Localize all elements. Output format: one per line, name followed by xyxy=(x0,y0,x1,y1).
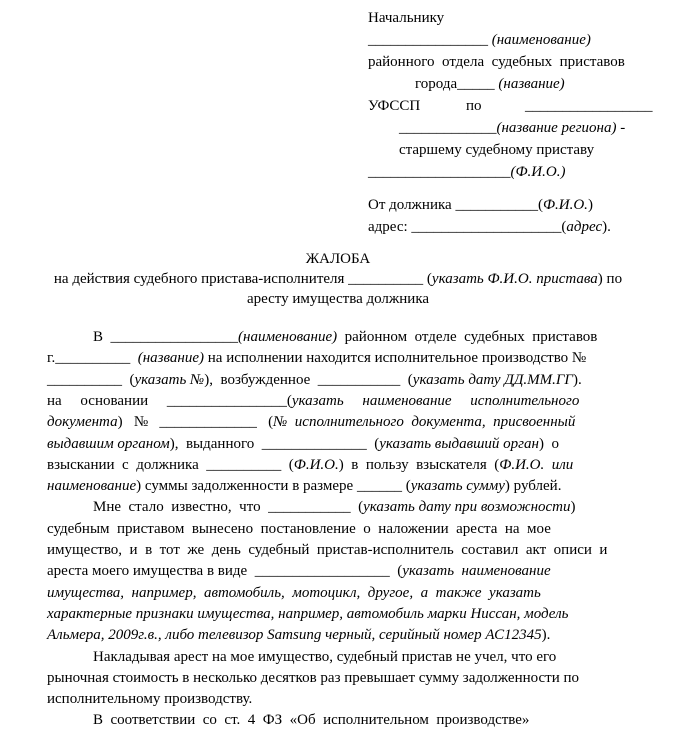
p1-line-7: взыскании с должника __________ (Ф.И.О.) в пользу взыскателя (Ф.И.О. или xyxy=(47,456,574,473)
p2-line-3: имущество, и в тот же день судебный пристав-исполнитель составил акт описи и xyxy=(47,542,608,558)
document-subtitle-2: аресту имущества должника xyxy=(246,291,430,307)
p3-line-1: Накладывая арест на мое имущество, судебный пристав не учел, что его xyxy=(93,648,557,665)
p2-line-6: характерные признаки имущества, например, автомобиль марки Ниссан, модель xyxy=(47,605,569,622)
p2-line-2: судебным приставом вынесено постановление о наложении ареста на мое xyxy=(47,520,551,537)
sender-line-2: адрес: ____________________(адрес). xyxy=(368,219,611,235)
p2-line-1: Мне стало известно, что ___________ (указать дату при возможности) xyxy=(93,499,576,516)
addressee-line-4: города_____ (название) xyxy=(415,76,565,92)
p1-line-8: наименование) суммы задолженности в размере ______ (указать сумму) рублей. xyxy=(47,478,562,495)
addressee-line-3: районного отдела судебных приставов xyxy=(368,54,625,70)
addressee-line-5: УФССП xyxy=(368,98,421,114)
p2-line-5: имущества, например, автомобиль, мотоцикл, другое, а также указать xyxy=(47,584,541,601)
addressee-line-8: ___________________(Ф.И.О.) xyxy=(368,164,566,180)
p1-line-4: на основании ________________(указать наименование исполнительного xyxy=(47,392,580,409)
p3-line-2: рыночная стоимость в несколько десятков раз превышает сумму задолженности по xyxy=(47,669,580,686)
document-subtitle-1: на действия судебного пристава-исполнителя __________ (указать Ф.И.О. пристава) по xyxy=(53,271,623,287)
p2-line-4: ареста моего имущества в виде __________________ (указать наименование xyxy=(47,563,551,580)
sender-line-1: От должника ___________(Ф.И.О.) xyxy=(368,197,593,213)
addressee-line-5-po: по xyxy=(466,98,482,114)
addressee-line-6: _____________(название региона) - xyxy=(399,120,626,136)
p4-line-1: В соответствии со ст. 4 ФЗ «Об исполнительном производстве» xyxy=(93,712,530,729)
p3-line-3: исполнительному производству. xyxy=(47,691,253,708)
p1-line-1: В _________________(наименование) районном отделе судебных приставов xyxy=(93,329,598,345)
p1-line-3: __________ (указать №), возбужденное ___________ (указать дату ДД.ММ.ГГ). xyxy=(47,371,582,388)
document-title: ЖАЛОБА xyxy=(305,251,371,267)
addressee-line-1: Начальнику xyxy=(368,10,445,26)
p1-line-5: документа) № _____________ (№ исполнительного документа, присвоенный xyxy=(47,414,576,431)
p1-line-2: г.__________ (название) на исполнении находится исполнительное производство № xyxy=(47,350,587,367)
p1-line-6: выдавшим органом), выданного ______________ (указать выдавший орган) о xyxy=(47,435,559,452)
addressee-line-7: старшему судебному приставу xyxy=(399,142,595,158)
p2-line-7: Альмера, 2009г.в., либо телевизор Samsung черный, серийный номер АС12345). xyxy=(47,627,551,644)
addressee-line-2: ________________ (наименование) xyxy=(368,32,591,48)
addressee-line-5-blank: _________________ xyxy=(525,98,653,114)
